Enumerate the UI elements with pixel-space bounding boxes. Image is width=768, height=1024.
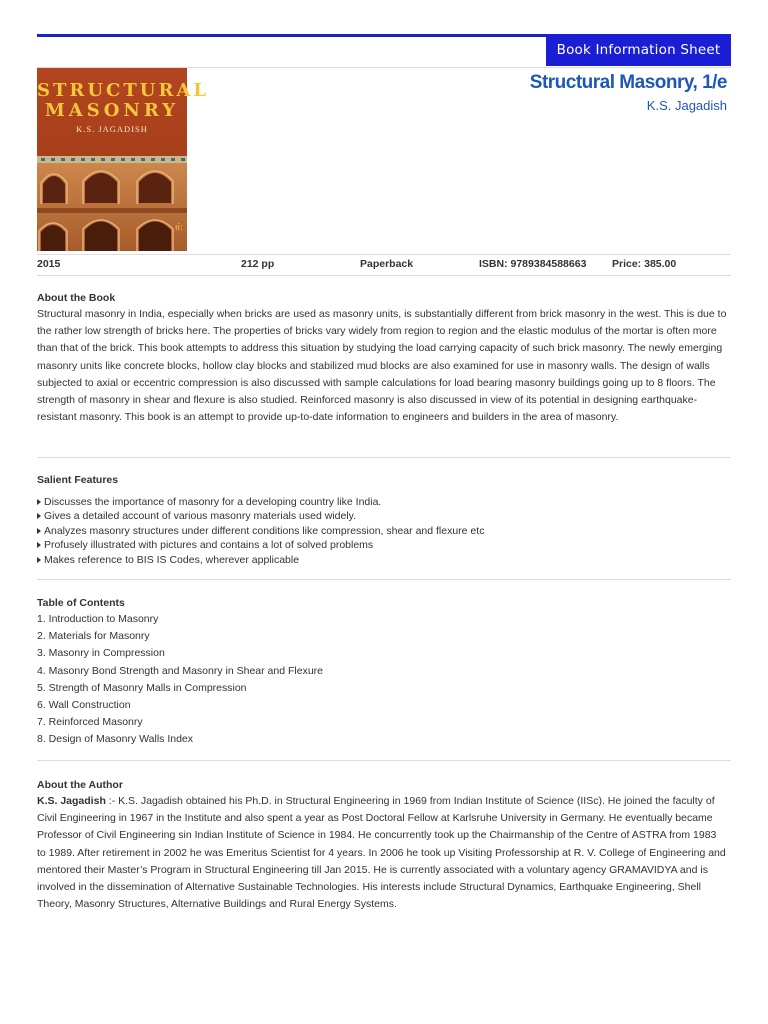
publication-year: 2015 xyxy=(37,258,61,270)
toc-heading: Table of Contents xyxy=(37,597,125,609)
divider xyxy=(37,275,731,276)
book-title: Structural Masonry, 1/e xyxy=(529,72,727,93)
about-author-text xyxy=(37,793,727,913)
toc-item: 2. Materials for Masonry xyxy=(37,630,150,643)
bullet-triangle-icon xyxy=(37,499,41,505)
list-item xyxy=(37,553,484,567)
bullet-triangle-icon xyxy=(37,557,41,563)
about-author-heading: About the Author xyxy=(37,779,123,791)
features-heading: Salient Features xyxy=(37,474,119,486)
book-author: K.S. Jagadish xyxy=(646,98,727,113)
divider xyxy=(37,254,731,255)
toc-item: 5. Strength of Masonry Malls in Compression xyxy=(37,681,247,694)
feature-text: Makes reference to BIS IS Codes, wherever applicable xyxy=(44,553,300,566)
cover-author: K.S. JAGADISH xyxy=(76,124,148,134)
bullet-triangle-icon xyxy=(37,528,41,534)
toc-item: 6. Wall Construction xyxy=(37,699,131,712)
page-count: 212 pp xyxy=(241,258,275,270)
price: Price: 385.00 xyxy=(612,258,677,270)
info-sheet-badge: Book Information Sheet xyxy=(546,35,731,66)
list-item xyxy=(37,538,484,552)
toc-item: 4. Masonry Bond Strength and Masonry in Shear and Flexure xyxy=(37,664,323,677)
feature-text: Analyzes masonry structures under different conditions like compression, shear and flexure etc xyxy=(44,524,485,537)
toc-item: 3. Masonry in Compression xyxy=(37,647,165,660)
isbn: ISBN: 9789384588663 xyxy=(479,258,587,270)
svg-text:ıi:: ıi: xyxy=(175,223,184,233)
feature-text: Profusely illustrated with pictures and contains a lot of solved problems xyxy=(44,539,374,552)
list-item xyxy=(37,495,484,509)
author-name: K.S. Jagadish xyxy=(37,795,106,807)
book-cover-image xyxy=(37,68,210,251)
cover-title-line-1: STRUCTURAL xyxy=(37,80,210,101)
list-item xyxy=(37,509,484,523)
toc-list xyxy=(37,611,323,749)
divider xyxy=(37,457,731,458)
divider xyxy=(37,579,731,580)
about-book-heading: About the Book xyxy=(37,292,116,304)
list-item xyxy=(37,524,484,538)
feature-text: Gives a detailed account of various masonry materials used widely. xyxy=(44,510,357,523)
author-separator: :- xyxy=(105,795,119,807)
about-book-text: Structural masonry in India, especially when bricks are used as masonry units, is substantially different from brick masonry in the west. This is due to the rather low strength of bricks here. The properties of bricks vary widely from region to region and the elastic modulus of the mortar is often more than that of the brick. This book attempts to address this situation by studying the load carrying capacity of such brick masonry. The newly emerging masonry units like concrete blocks, hollow clay blocks and stabilized mud blocks are also examined for use in masonry walls. The design of walls subjected to axial or eccentric compression is also discussed with sample calculations for load bearing masonry buildings going up to 8 floors. The strength of masonry in shear and flexure is also studied. Reinforced masonry is also discussed in view of its potential in designing earthquake-resistant masonry. This book is an attempt to provide up-to-date information to engineers and builders in the area of masonry. xyxy=(37,308,727,424)
binding-type: Paperback xyxy=(360,258,414,270)
author-bio: K.S. Jagadish obtained his Ph.D. in Structural Engineering in 1969 from Indian Institute of Science (IISc). He joined the faculty of Civil Engineering in 1967 in the Institute and also spent a year as Post Doctoral Fellow at Karlsruhe University in Germany. He eventually became Professor of Civil Engineering sin Indian Institute of Science in 1984. He concurrently took up the Chairmanship of the Centre of ASTRA from 1983 to 1989. After retirement in 2002 he was Emeritus Scientist for 4 years. In 2006 he took up Visiting Professorship at R. V. College of Engineering and mentored their Master’s Program in Structural Engineering till Jan 2015. He is currently associated with a voluntary agency GRAMAVIDYA and is involved in the dissemination of Alternative Sustainable Technologies. His interests include Structural Dynamics, Earthquake Engineering, Shell Theory, Masonry Structures, Alternative Buildings and Rural Energy Systems. xyxy=(37,795,726,911)
feature-text: Discusses the importance of masonry for a developing country like India. xyxy=(44,496,382,508)
cover-title-line-2: MASONRY xyxy=(44,100,180,121)
divider xyxy=(37,760,731,761)
toc-item: 8. Design of Masonry Walls Index xyxy=(37,733,194,746)
toc-item: 7. Reinforced Masonry xyxy=(37,716,143,729)
toc-item: 1. Introduction to Masonry xyxy=(37,613,159,625)
bullet-triangle-icon xyxy=(37,542,41,548)
bullet-triangle-icon xyxy=(37,513,41,519)
features-list xyxy=(37,495,484,567)
